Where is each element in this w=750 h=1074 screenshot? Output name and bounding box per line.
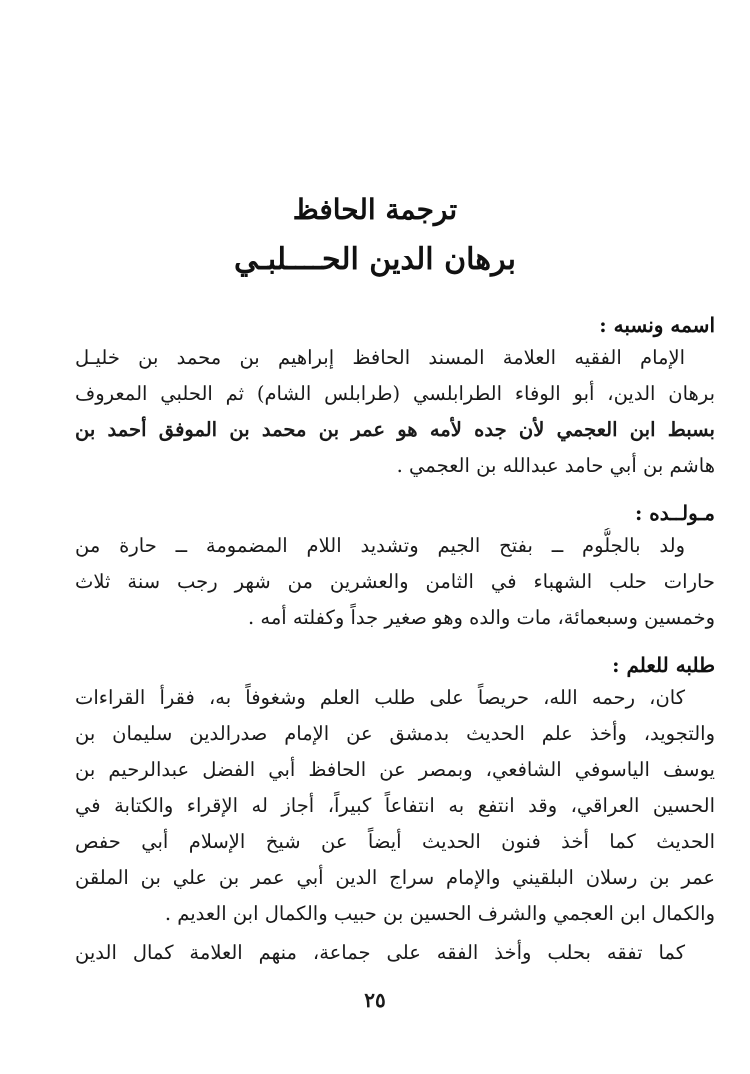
paragraph-line: الحسين العراقي، وقد انتفع به انتفاعاً كبيراً، أجاز له الإقراء والكتابة في xyxy=(75,794,715,817)
paragraph-line: حارات حلب الشهباء في الثامن والعشرين من شهر رجب سنة ثلاث xyxy=(75,570,715,593)
paragraph-line: والكمال ابن العجمي والشرف الحسين بن حبيب والكمال ابن العديم . xyxy=(164,902,715,925)
page-title-line-1: ترجمة الحافظ xyxy=(292,193,458,226)
section-body-continuation xyxy=(75,935,715,971)
paragraph-line: وخمسين وسبعمائة، مات والده وهو صغير جداً وكفلته أمه . xyxy=(247,606,715,629)
paragraph-line: يوسف الياسوفي الشافعي، وبمصر عن الحافظ أبي الفضل عبدالرحيم بن xyxy=(75,758,715,781)
paragraph-line: عمر بن رسلان البلقيني والإمام سراج الدين أبي عمر بن علي بن الملقن xyxy=(75,866,715,889)
paragraph-line: برهان الدين، أبو الوفاء الطرابلسي (طرابلس الشام) ثم الحلبي المعروف xyxy=(75,382,715,405)
paragraph-line: ولد بالجلُّوم ــ بفتح الجيم وتشديد اللام المضمومة ــ حارة من xyxy=(75,534,685,557)
section-body-knowledge xyxy=(75,680,715,932)
paragraph-line: كما تفقه بحلب وأخذ الفقه على جماعة، منهم العلامة كمال الدين xyxy=(75,941,685,964)
section-heading-birth: مـولــده : xyxy=(634,501,715,525)
section-heading-name-lineage: اسمه ونسبه : xyxy=(599,313,715,337)
paragraph-line: الإمام الفقيه العلامة المسند الحافظ إبراهيم بن محمد بن خليـل xyxy=(75,346,685,369)
page-title-line-2: برهان الدين الحــــلبـي xyxy=(234,242,516,277)
paragraph-line: كان، رحمه الله، حريصاً على طلب العلم وشغوفاً به، فقرأ القراءات xyxy=(75,686,685,709)
paragraph-line: والتجويد، وأخذ علم الحديث بدمشق عن الإمام صدرالدين سليمان بن xyxy=(75,722,715,745)
section-body-name-lineage xyxy=(75,340,715,484)
paragraph-line: بسبط ابن العجمي لأن جده لأمه هو عمر بن محمد بن الموفق أحمد بن xyxy=(75,418,715,441)
paragraph-line: هاشم بن أبي حامد عبدالله بن العجمي . xyxy=(396,454,715,477)
page-number: ٢٥ xyxy=(364,988,386,1012)
section-heading-knowledge: طلبه للعلم : xyxy=(612,653,715,677)
paragraph-line: الحديث كما أخذ فنون الحديث أيضاً عن شيخ الإسلام أبي حفص xyxy=(75,830,715,853)
section-body-birth xyxy=(75,528,715,636)
